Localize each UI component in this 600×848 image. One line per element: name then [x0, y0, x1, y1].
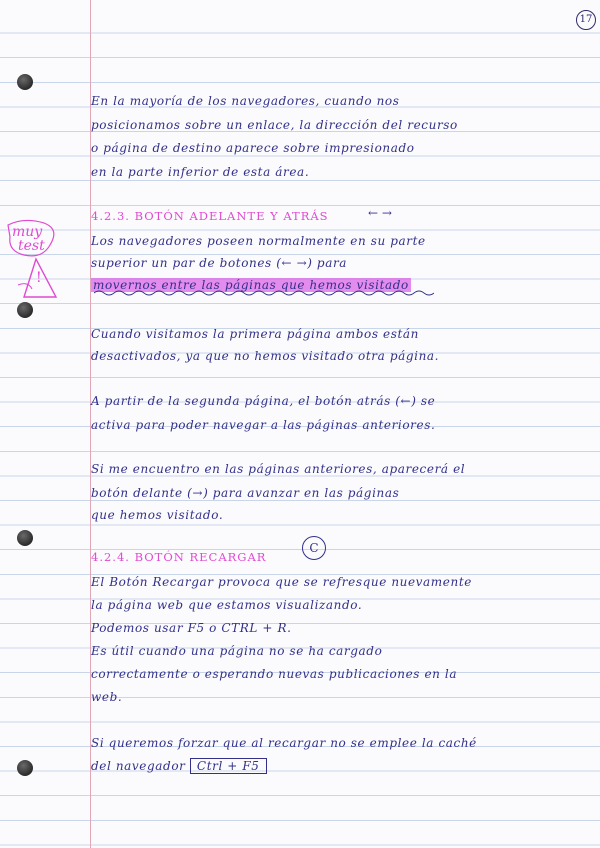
- wavy-underline: [94, 289, 434, 297]
- text-line: posicionamos sobre un enlace, la dirección del recurso: [91, 118, 458, 132]
- text-line: Podemos usar F5 o CTRL + R.: [91, 621, 292, 635]
- arrows-glyph: ← →: [368, 206, 392, 220]
- note-word-2: test: [18, 238, 45, 254]
- text-line: Es útil cuando una página no se ha cargado: [91, 644, 383, 658]
- highlight-text: movernos entre las páginas que hemos visitado: [93, 278, 409, 292]
- text-line: El Botón Recargar provoca que se refresque nuevamente: [91, 575, 472, 589]
- text-line: En la mayoría de los navegadores, cuando nos: [91, 94, 400, 108]
- binder-hole: [17, 530, 33, 546]
- note-word-1: muy: [12, 224, 43, 240]
- text-line: o página de destino aparece sobre impresionado: [91, 141, 415, 155]
- note-exclamation: !: [36, 270, 42, 286]
- section-heading: 4.2.3. BOTÓN ADELANTE Y ATRÁS: [91, 209, 329, 223]
- circle-mark: C: [302, 536, 326, 560]
- side-note: [4, 215, 64, 305]
- text-line: que hemos visitado.: [91, 508, 224, 522]
- text-line: desactivados, ya que no hemos visitado otra página.: [91, 349, 440, 363]
- text-line: en la parte inferior de esta área.: [91, 165, 310, 179]
- boxed-shortcut: Ctrl + F5: [190, 758, 267, 774]
- text-line: botón delante (→) para avanzar en las páginas: [91, 486, 400, 500]
- text-line: web.: [91, 690, 123, 704]
- binder-hole: [17, 74, 33, 90]
- text-line: la página web que estamos visualizando.: [91, 598, 363, 612]
- page-number: 17: [576, 10, 596, 30]
- text-line: Si me encuentro en las páginas anteriores, aparecerá el: [91, 462, 466, 476]
- text-line: activa para poder navegar a las páginas anteriores.: [91, 418, 436, 432]
- section-heading: 4.2.4. BOTÓN RECARGAR: [91, 550, 267, 564]
- text-line: Cuando visitamos la primera página ambos están: [91, 327, 419, 341]
- text-line: A partir de la segunda página, el botón atrás (←) se: [91, 394, 436, 408]
- binder-hole: [17, 760, 33, 776]
- text-fragment: del navegador: [91, 759, 186, 773]
- text-line: Si queremos forzar que al recargar no se emplee la caché: [91, 736, 477, 750]
- text-line: correctamente o esperando nuevas publicaciones en la: [91, 667, 458, 681]
- text-line: [91, 759, 267, 773]
- text-line: Los navegadores poseen normalmente en su parte: [91, 234, 426, 248]
- text-line: superior un par de botones (← →) para: [91, 256, 348, 270]
